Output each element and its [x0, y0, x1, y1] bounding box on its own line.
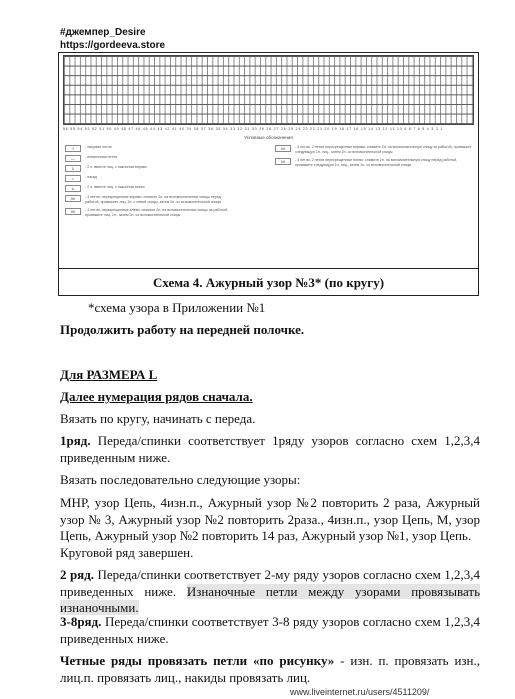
footer-url: www.liveinternet.ru/users/4511209/ [290, 687, 430, 697]
continue-note: Продолжить работу на передней полочке. [60, 322, 305, 337]
legend-symbol-icon: λ [65, 185, 81, 192]
legend-text: - изнаночная петля [85, 155, 117, 159]
legend-item [65, 165, 235, 172]
scheme-figure [58, 52, 479, 296]
legend-text: - 2 п. вместе лиц. с наклоном вправо [85, 165, 147, 169]
legend-symbol-icon: //// [275, 145, 291, 152]
row1-label: 1ряд. [60, 433, 91, 448]
numbering-heading: Далее нумерация рядов сначала. [60, 389, 253, 404]
pattern-paragraph: МНР, узор Цепь, 4изн.п., Ажурный узор №2 повторить 2 раза, Ажурный узор № 3, Ажурный узор №2 повторить 2раза., 4изн.п., узор Цепь, М, узор Цепь, Ажурный узор №2 повторить 14 раз, Ажурный узор №1, узор Цепь. [60, 495, 480, 543]
row3-label: 3-8ряд. [60, 614, 102, 629]
knitting-chart-grid [63, 55, 474, 125]
round-complete: Круговой ряд завершен. [60, 545, 194, 560]
row1-text: Переда/спинки соответствует 1ряду узоров согласно схем 1,2,3,4 приведенным ниже. [60, 433, 480, 465]
scheme-caption: Схема 4. Ажурный узор №3* (по кругу) [59, 268, 478, 296]
legend-item [65, 185, 235, 192]
legend-item [65, 155, 235, 162]
even-rows-label: Четные ряды провязать петли «по рисунку» [60, 653, 335, 668]
legend-text: - 4 петли, перекрещенные вправо: снимите 2п. на вспомогательные спицы перед работой, провяжите лиц. 2п. с левой спицы, затем 2п. со вспомогательной спицы [85, 195, 222, 204]
site-url: https://gordeeva.store [60, 40, 166, 51]
legend-text: - 2 п. вместе лиц. с наклоном влево [85, 185, 145, 189]
legend-symbol-icon: //// [65, 195, 81, 202]
row2-highlight: Изнаночные петли между узорами провязывать изнаночными. [60, 583, 480, 615]
row2-label: 2 ряд. [60, 567, 95, 582]
legend-text: - 4 петли, перекрещенные влево: снимите 2п. на вспомогательные спицы за работой, провяжите лиц. 2п., затем 2п. со вспомогательной спицы [85, 208, 229, 217]
sequence-paragraph: Вязать последовательно следующие узоры: [60, 472, 301, 487]
paragraph-start: Вязать по кругу, начинать с переда. [60, 411, 256, 426]
legend-text: - 4 петли. 2 петли перекрещенные вправо: снимите 2п. на вспомогательную спицу за работой, провяжите следующую 1п. лиц., затем 2п. со вспомогательной спицы [295, 145, 472, 154]
even-rows-text: - изн. п. провязать изн., лиц.п. провязать лиц., накиды провязать лиц. [60, 653, 480, 685]
legend-symbol-icon: ○ [65, 175, 81, 182]
legend-left [65, 145, 235, 221]
legend-item [65, 195, 235, 205]
legend-item [65, 145, 235, 152]
legend-symbol-icon: — [65, 155, 81, 162]
even-rows-paragraph [60, 653, 480, 686]
legend-symbol-icon: I [65, 145, 81, 152]
row3-paragraph [60, 614, 480, 647]
row1-paragraph [60, 433, 480, 466]
legend-right [275, 145, 473, 171]
legend-symbol-icon: λ [65, 165, 81, 172]
legend-text: - лицевая петля [85, 145, 112, 149]
footnote: *схема узора в Приложении №1 [88, 300, 266, 315]
row2-text: Переда/спинки соответствует 2-му ряду узоров согласно схем 1,2,3,4 приведенных ниже. [60, 567, 480, 599]
legend-title: Условные обозначения [244, 135, 293, 140]
legend-item [65, 208, 235, 218]
chart-column-numbers: 56 55 54 53 52 51 50 49 48 47 46 45 44 43 42 41 40 39 38 37 36 35 34 33 32 31 30 29 28 27 26 25 24 23 22 21 20 19 18 17 16 15 14 13 12 11 10 9 8 7 6 5 4 3 2 1 [63, 127, 444, 131]
size-heading: Для РАЗМЕРА L [60, 367, 158, 382]
legend-item [275, 158, 473, 168]
legend-item [275, 145, 473, 155]
legend-symbol-icon: \\\\ [65, 208, 81, 215]
row2-paragraph [60, 567, 480, 617]
legend-text: - 4 петли. 2 петли перекрещенные влево: снимите 2п. на вспомогательную спицу перед работой, провяжите следующую 1п. лиц., затем 2п. со вспомогательной спицы [295, 158, 458, 167]
page-tag: #джемпер_Desire [60, 27, 146, 38]
legend-symbol-icon: \\\\ [275, 158, 291, 165]
legend-item [65, 175, 235, 182]
row3-text: Переда/спинки соответствует 3-8 ряду узоров согласно схем 1,2,3,4 приведенных ниже. [60, 614, 480, 646]
legend-text: - накид [85, 175, 97, 179]
